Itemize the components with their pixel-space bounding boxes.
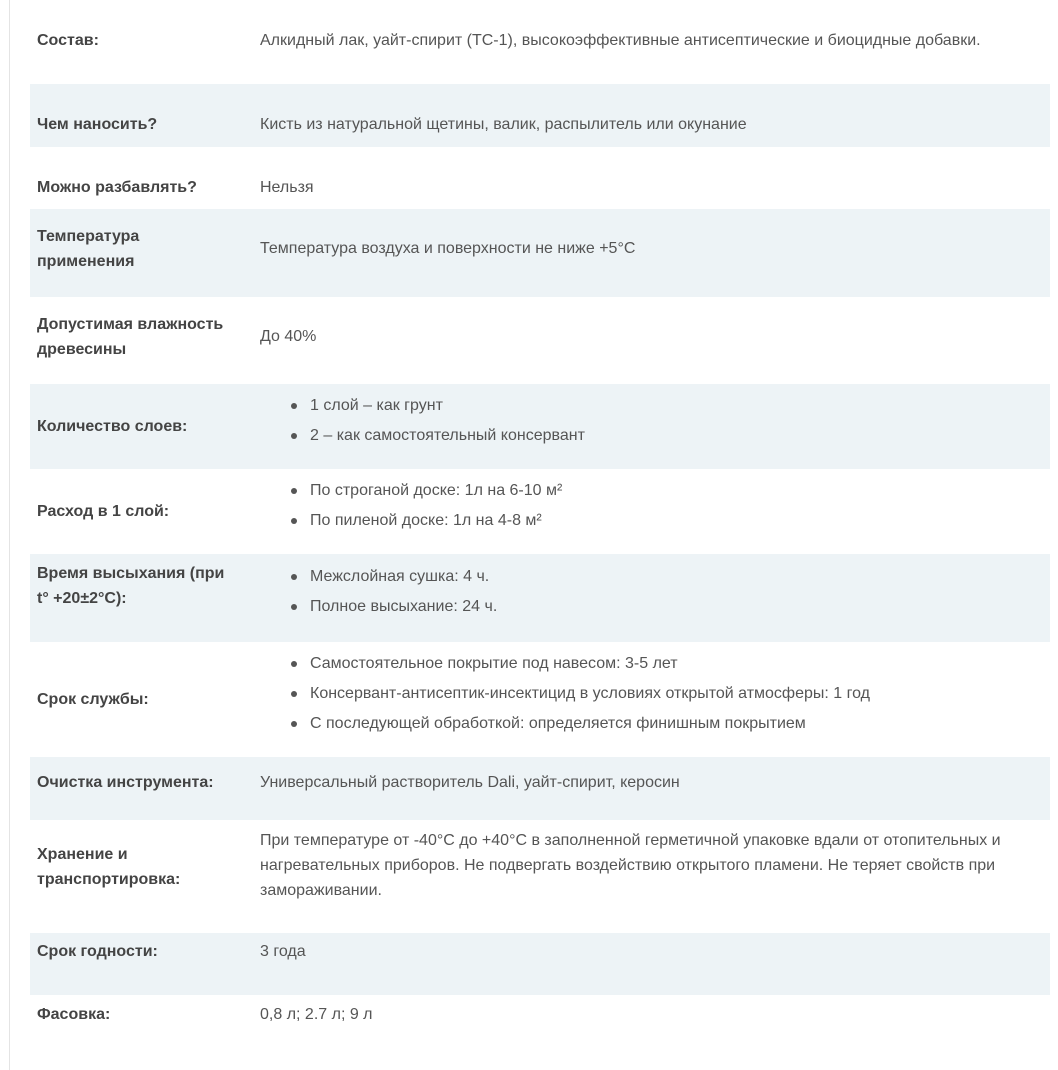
spec-value: Универсальный растворитель Dali, уайт-спирит, керосин xyxy=(260,757,1050,820)
product-specs-table xyxy=(30,0,1050,1057)
spec-row-service-life xyxy=(30,642,1050,757)
spec-row-layers xyxy=(30,384,1050,469)
spec-value: Алкидный лак, уайт-спирит (ТС-1), высокоэффективные антисептические и биоцидные добавки. xyxy=(260,32,981,49)
spec-row-temperature xyxy=(30,209,1050,297)
spec-value xyxy=(260,469,1050,554)
spec-value: Кисть из натуральной щетины, валик, распылитель или окунание xyxy=(260,84,1050,147)
spec-row-dilution xyxy=(30,147,1050,209)
spec-label xyxy=(30,820,260,933)
content-left-border xyxy=(9,0,10,1070)
spec-row-storage xyxy=(30,820,1050,933)
spec-row-packaging xyxy=(30,995,1050,1057)
spec-value xyxy=(260,554,1050,642)
spec-label: Срок годности: xyxy=(30,933,260,995)
spec-label: Срок службы: xyxy=(37,691,149,708)
spec-label: Фасовка: xyxy=(37,1006,111,1023)
spec-label: Расход в 1 слой: xyxy=(37,503,170,520)
spec-label xyxy=(30,554,260,642)
spec-row-composition xyxy=(30,0,1050,84)
spec-label: Можно разбавлять? xyxy=(37,179,197,196)
list-item: Полное высыхание: 24 ч. xyxy=(310,592,1040,622)
list-item: Самостоятельное покрытие под навесом: 3-5 лет xyxy=(310,649,1040,679)
spec-label: Чем наносить? xyxy=(30,84,260,147)
spec-label: Состав: xyxy=(37,32,99,49)
spec-row-drying xyxy=(30,554,1050,642)
spec-row-application xyxy=(30,84,1050,147)
spec-value: 3 года xyxy=(260,933,1050,995)
bullet-list xyxy=(260,562,1040,622)
list-item: 1 слой – как грунт xyxy=(310,391,1040,421)
spec-label-line: древесины xyxy=(37,341,127,358)
list-item: 2 – как самостоятельный консервант xyxy=(310,421,1040,451)
spec-label-line: транспортировка: xyxy=(37,871,181,888)
bullet-list xyxy=(260,476,1040,536)
list-item: С последующей обработкой: определяется финишным покрытием xyxy=(310,709,1040,739)
spec-row-humidity xyxy=(30,297,1050,384)
spec-label-line: t° +20±2°С): xyxy=(37,590,127,607)
spec-row-consumption xyxy=(30,469,1050,554)
spec-label: Очистка инструмента: xyxy=(30,757,260,820)
spec-value xyxy=(260,384,1050,469)
spec-value: Нельзя xyxy=(260,179,314,196)
spec-value: При температуре от -40°С до +40°С в заполненной герметичной упаковке вдали от отопительных и нагревательных приборов. Не подвергать воздействию открытого пламени. Не теряет свойств при замораживании. xyxy=(260,832,1001,899)
spec-value: Температура воздуха и поверхности не ниже +5°С xyxy=(260,209,1050,297)
list-item: Межслойная сушка: 4 ч. xyxy=(310,562,1040,592)
spec-label-line: Допустимая влажность xyxy=(37,316,224,333)
list-item: Консервант-антисептик-инсектицид в условиях открытой атмосферы: 1 год xyxy=(310,679,1040,709)
spec-value: До 40% xyxy=(260,328,317,345)
spec-label-line: Хранение и xyxy=(37,846,128,863)
list-item: По пиленой доске: 1л на 4-8 м² xyxy=(310,506,1040,536)
spec-label xyxy=(30,209,260,297)
spec-label-line: применения xyxy=(37,253,135,270)
spec-label-line: Температура xyxy=(37,228,140,245)
spec-value xyxy=(260,642,1050,757)
bullet-list xyxy=(260,391,1040,451)
spec-row-cleaning xyxy=(30,757,1050,820)
list-item: По строганой доске: 1л на 6-10 м² xyxy=(310,476,1040,506)
spec-row-shelf-life xyxy=(30,933,1050,995)
spec-value: 0,8 л; 2.7 л; 9 л xyxy=(260,1006,373,1023)
bullet-list xyxy=(260,649,1040,739)
spec-label-line: Время высыхания (при xyxy=(37,565,225,582)
spec-label: Количество слоев: xyxy=(30,384,260,469)
spec-label xyxy=(30,297,260,384)
